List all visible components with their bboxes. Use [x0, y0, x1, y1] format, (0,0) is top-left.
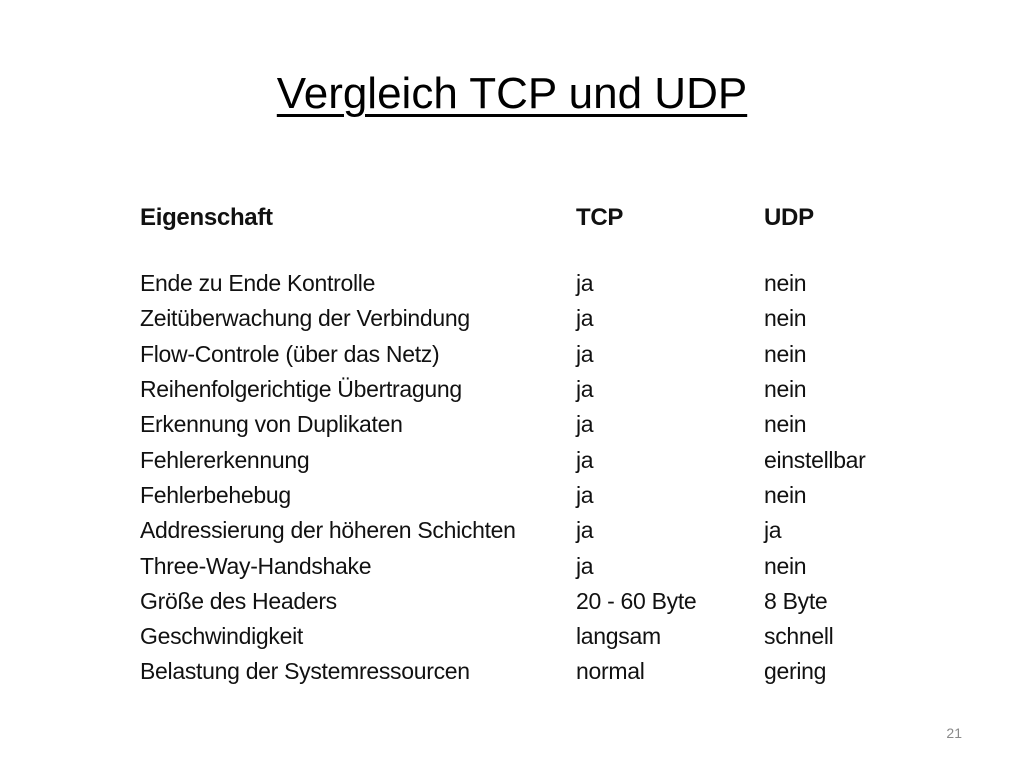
table-row: [140, 654, 900, 689]
property-cell: Erkennung von Duplikaten: [140, 411, 403, 438]
property-cell: Größe des Headers: [140, 587, 337, 614]
property-cell: Belastung der Systemressourcen: [140, 658, 470, 685]
property-cell: Fehlererkennung: [140, 446, 310, 473]
table-row: [140, 442, 900, 477]
tcp-cell: normal: [576, 658, 645, 685]
tcp-cell: ja: [576, 411, 594, 438]
slide-title-text: Vergleich TCP und UDP: [276, 69, 748, 118]
udp-cell: nein: [764, 411, 807, 438]
udp-cell: nein: [764, 376, 807, 403]
property-cell: Reihenfolgerichtige Übertragung: [140, 376, 462, 403]
tcp-cell: ja: [576, 481, 594, 508]
udp-cell: nein: [764, 270, 807, 297]
tcp-cell: ja: [576, 552, 594, 579]
udp-cell: einstellbar: [764, 446, 866, 473]
property-cell: Fehlerbehebug: [140, 481, 291, 508]
tcp-cell: ja: [576, 270, 594, 297]
udp-cell: gering: [764, 658, 827, 685]
property-cell: Flow-Controle (über das Netz): [140, 340, 440, 367]
page-number: 21: [946, 725, 962, 741]
comparison-table: [140, 198, 900, 690]
table-header-row: [140, 198, 900, 238]
table-row: [140, 478, 900, 513]
property-cell: Addressierung der höheren Schichten: [140, 517, 516, 544]
table-row: [140, 301, 900, 336]
tcp-cell: langsam: [576, 623, 661, 650]
property-cell: Three-Way-Handshake: [140, 552, 372, 579]
table-row: [140, 584, 900, 619]
tcp-cell: ja: [576, 446, 594, 473]
tcp-cell: ja: [576, 305, 594, 332]
tcp-cell: 20 - 60 Byte: [576, 587, 697, 614]
table-row: [140, 372, 900, 407]
table-row: [140, 619, 900, 654]
udp-cell: nein: [764, 481, 807, 508]
property-cell: Ende zu Ende Kontrolle: [140, 270, 376, 297]
tcp-cell: ja: [576, 376, 594, 403]
udp-cell: 8 Byte: [764, 587, 828, 614]
property-cell: Zeitüberwachung der Verbindung: [140, 305, 470, 332]
header-udp: UDP: [764, 204, 814, 231]
tcp-cell: ja: [576, 517, 594, 544]
udp-cell: nein: [764, 340, 807, 367]
table-row: [140, 548, 900, 583]
tcp-cell: ja: [576, 340, 594, 367]
table-row: [140, 513, 900, 548]
property-cell: Geschwindigkeit: [140, 623, 303, 650]
udp-cell: ja: [764, 517, 782, 544]
header-tcp: TCP: [576, 204, 624, 231]
slide-title: [0, 66, 1024, 122]
udp-cell: nein: [764, 305, 807, 332]
udp-cell: schnell: [764, 623, 834, 650]
header-property: Eigenschaft: [140, 204, 273, 231]
table-row: [140, 407, 900, 442]
udp-cell: nein: [764, 552, 807, 579]
table-row: [140, 337, 900, 372]
table-row: [140, 266, 900, 301]
